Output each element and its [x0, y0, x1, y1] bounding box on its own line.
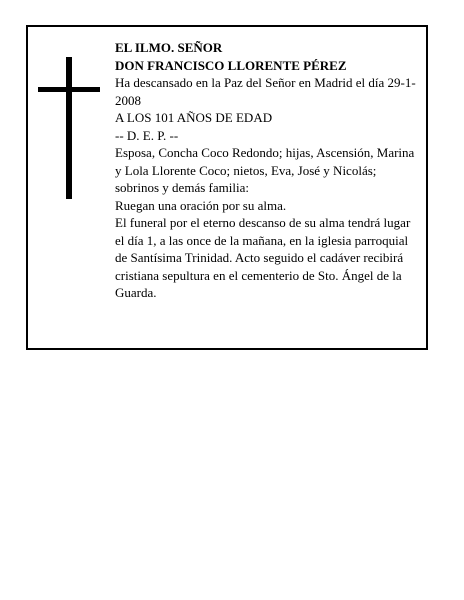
obituary-notice	[26, 25, 428, 350]
prayer-request: Ruegan una oración por su alma.	[115, 197, 287, 213]
death-announcement: Ha descansado en la Paz del Señor en Madrid el día 29-1-2008	[115, 75, 416, 108]
cross-horizontal-bar	[38, 87, 100, 92]
deceased-name: DON FRANCISCO LLORENTE PÉREZ	[115, 57, 347, 73]
family-members: Esposa, Concha Coco Redondo; hijas, Ascensión, Marina y Lola Llorente Coco; nietos, Eva, José y Nicolás; sobrinos y demás familia:	[115, 145, 415, 195]
funeral-details: El funeral por el eterno descanso de su alma tendrá lugar el día 1, a las once de la mañana, en la iglesia parroquial de Santísima Trinidad. Acto seguido el cadáver recibirá cristiana sepultura en el cementerio de Sto. Ángel de la Guarda.	[115, 215, 411, 300]
cross-icon	[38, 57, 100, 199]
notice-text-block	[115, 39, 420, 302]
rest-in-peace: -- D. E. P. --	[115, 127, 179, 143]
age-at-death: A LOS 101 AÑOS DE EDAD	[115, 110, 273, 125]
deceased-honorific: EL ILMO. SEÑOR	[115, 40, 223, 55]
cross-vertical-bar	[66, 57, 72, 199]
